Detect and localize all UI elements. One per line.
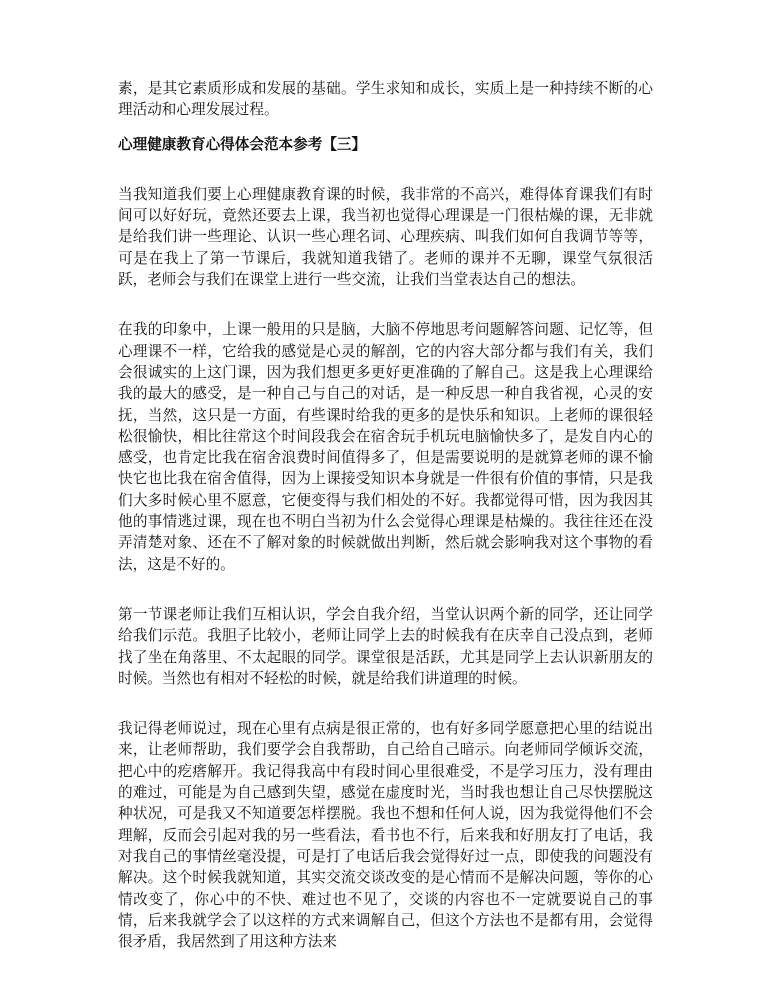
- spacer: [118, 575, 653, 604]
- body-paragraph-1: 当我知道我们要上心理健康教育课的时候，我非常的不高兴，难得体育课我们有时间可以好好玩，竟然还要去上课，我当初也觉得心理课是一门很枯燥的课，无非就是给我们讲一些理论、认识一些心理名词、心理疾病、叫我们如何自我调节等等，可是在我上了第一节课后，我就知道我错了。老师的课并不无聊，课堂气氛很活跃，老师会与我们在课堂上进行一些交流，让我们当堂表达自己的想法。: [118, 185, 653, 289]
- body-paragraph-4: 我记得老师说过，现在心里有点病是很正常的，也有好多同学愿意把心里的结说出来，让老师帮助，我们要学会自我帮助，自己给自己暗示。向老师同学倾诉交流，把心中的疙瘩解开。我记得我高中有段时间心里很难受，不是学习压力，没有理由的难过，可能是为自己感到失望，感觉在虚度时光，当时我也想让自己尽快摆脱这种状况，可是我又不知道要怎样摆脱。我也不想和任何人说，因为我觉得他们不会理解，反而会引起对我的另一些看法，看书也不行，后来我和好朋友打了电话，我对我自己的事情丝毫没提，可是打了电话后我会觉得好过一点，即使我的问题没有解决。这个时候我就知道，其实交流交谈改变的是心情而不是解决问题，等你的心情改变了，你心中的不快、难过也不见了，交谈的内容也不一定就要说自己的事情，后来我就学会了以这样的方式来调解自己，但这个方法也不是都有用，会觉得很矛盾，我居然到了用这种方法来: [118, 720, 653, 951]
- spacer: [118, 121, 653, 134]
- document-page: [118, 78, 653, 952]
- intro-paragraph: 素，是其它素质形成和发展的基础。学生求知和成长，实质上是一种持续不断的心理活动和心理发展过程。: [118, 80, 653, 119]
- spacer: [118, 155, 653, 184]
- section-heading: 心理健康教育心得体会范本参考【三】: [118, 135, 367, 153]
- body-paragraph-3: 第一节课老师让我们互相认识，学会自我介绍，当堂认识两个新的同学，还让同学给我们示范。我胆子比较小，老师让同学上去的时候我有在庆幸自己没点到，老师找了坐在角落里、不太起眼的同学。课堂很是活跃，尤其是同学上去认识新朋友的时候。当然也有相对不轻松的时候，就是给我们讲道理的时候。: [118, 605, 653, 687]
- body-paragraph-2: 在我的印象中，上课一般用的只是脑，大脑不停地思考问题解答问题、记忆等，但心理课不一样，它给我的感觉是心灵的解剖，它的内容大部分都与我们有关，我们会很诚实的上这门课，因为我们想更多更好更准确的了解自己。这是我上心理课给我的最大的感受，是一种自己与自己的对话，是一种反思一种自我省视，心灵的安抚，当然，这只是一方面，有些课时给我的更多的是快乐和知识。上老师的课很轻松很愉快，相比往常这个时间段我会在宿舍玩手机玩电脑愉快多了，是发自内心的感受，也肯定比我在宿舍浪费时间值得多了，但是需要说明的是就算老师的课不愉快它也比我在宿舍值得，因为上课接受知识本身就是一件很有价值的事情，只是我们大多时候心里不愿意，它便变得与我们相处的不好。我都觉得可惜，因为我因其他的事情逃过课，现在也不明白当初为什么会觉得心理课是枯燥的。我往往还在没弄清楚对象、还在不了解对象的时候就做出判断，然后就会影响我对这个事物的看法，这是不好的。: [118, 321, 653, 573]
- spacer: [118, 290, 653, 319]
- spacer: [118, 689, 653, 718]
